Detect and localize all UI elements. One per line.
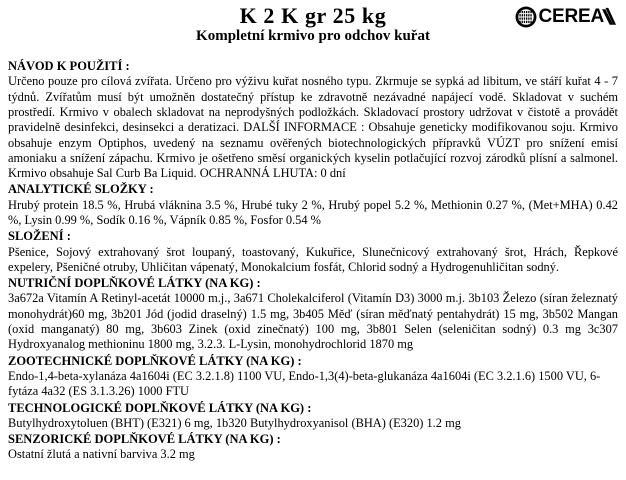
cerea-emblem-icon [515,6,537,28]
cerea-logo-text: CEREA [538,6,604,27]
product-subtitle: Kompletní krmivo pro odchov kuřat [196,28,430,45]
section-nutricni-doplnkove-latky [8,276,618,353]
section-heading: SENZORICKÉ DOPLŇKOVÉ LÁTKY (NA KG) : [8,432,281,447]
section-body: Ostatní žlutá a nativní barviva 3.2 mg [8,447,195,462]
section-heading: TECHNOLOGICKÉ DOPLŇKOVÉ LÁTKY (NA KG) : [8,400,312,415]
section-body: 3a672a Vitamín A Retinyl-acetát 10000 m.j., 3a671 Cholekalciferol (Vitamín D3) 3000 m.j. 3b103 Železo (síran železnatý monohydrát)60 mg, 3b201 Jód (jodid draselný) 1.5 mg, 3b405 Měď (síran měďnatý pentahydrát) 15 mg, 3b502 Mangan (oxid manganatý) 80 mg, 3b603 Zinek (oxid zinečnatý) 100 mg, 3b801 Selen (seleničitan sodný) 0.3 mg 3c307 Hydroxyanalog methioninu 1800 mg, 3.2.3. L-Lysin, monohydrochlorid 1870 mg [8,291,618,352]
section-body: Určeno pouze pro cílová zvířata. Určeno pro výživu kuřat nosného typu. Zkrmuje se sypká ad libitum, ve stáří kuřat 4 - 7 týdnů. Zvířatům musí být umožněn dostatečný přístup ke zdravotně nezávadné napájecí vodě. Skladovat v suchém prostředí. Krmivo v obalech skladovat na neprodyšných podložkách. Skladovací prostory udržovat v čistotě a provádět pravidelně desinfekci, desinsekci a deratizaci. DALŠÍ INFORMACE : Obsahuje geneticky modifikovanou soju. Krmivo obsahuje enzym Optiphos, uvedený na seznamu ověřených biotechnologických přípravků VÚZT pro snížení emisí amoniaku a snížení zápachu. Krmivo je ošetřeno směsí organických kyselin potlačující rozvoj zárodků plísní a salmonel. Krmivo obsahuje Sal Curb Ba Liquid. OCHRANNÁ LHUTA: 0 dní [8,74,618,181]
section-technologicke-doplnkove-latky [8,401,618,432]
section-heading: NUTRIČNÍ DOPLŇKOVÉ LÁTKY (NA KG) : [8,276,261,291]
section-zootechnicke-doplnkove-latky [8,354,618,400]
section-senzoricke-doplnkove-latky [8,432,618,463]
section-navod [8,59,618,181]
section-heading: SLOŽENÍ : [8,229,71,244]
document-body [0,59,626,463]
cerea-swoosh-icon [602,6,616,28]
document-header [0,0,626,58]
section-body: Hrubý protein 18.5 %, Hrubá vláknina 3.5 %, Hrubé tuky 2 %, Hrubý popel 5.2 %, Methionin 0.27 %, (Met+MHA) 0.42 %, Lysin 0.99 %, Sodík 0.16 %, Vápník 0.85 %, Fosfor 0.54 % [8,197,618,227]
section-body: Butylhydroxytoluen (BHT) (E321) 6 mg, 1b320 Butylhydroxyanisol (BHA) (E320) 1.2 mg [8,415,461,430]
section-body: Pšenice, Sojový extrahovaný šrot loupaný, toastovaný, Kukuřice, Slunečnicový extrahovaný šrot, Hrách, Řepkové expelery, Pšeničné otruby, Uhličitan vápenatý, Monokalcium fosfát, Chlorid sodný a Hydrogenuhličitan sodný. [8,244,618,274]
section-heading: ANALYTICKÉ SLOŽKY : [8,182,154,197]
section-heading: NÁVOD K POUŽITÍ : [8,59,130,73]
product-title: K 2 K gr 25 kg [239,3,387,28]
section-analyticke-slozky [8,182,618,228]
cerea-logo [515,5,616,29]
section-body: Endo-1,4-beta-xylanáza 4a1604i (EC 3.2.1.8) 1100 VU, Endo-1,3(4)-beta-glukanáza 4a1604i (EC 3.2.1.6) 1500 VU, 6-fytáza 4a32 (ES 3.1.3.26) 1000 FTU [8,368,601,399]
section-heading: ZOOTECHNICKÉ DOPLŇKOVÉ LÁTKY (NA KG) : [8,353,302,368]
section-slozeni [8,229,618,275]
